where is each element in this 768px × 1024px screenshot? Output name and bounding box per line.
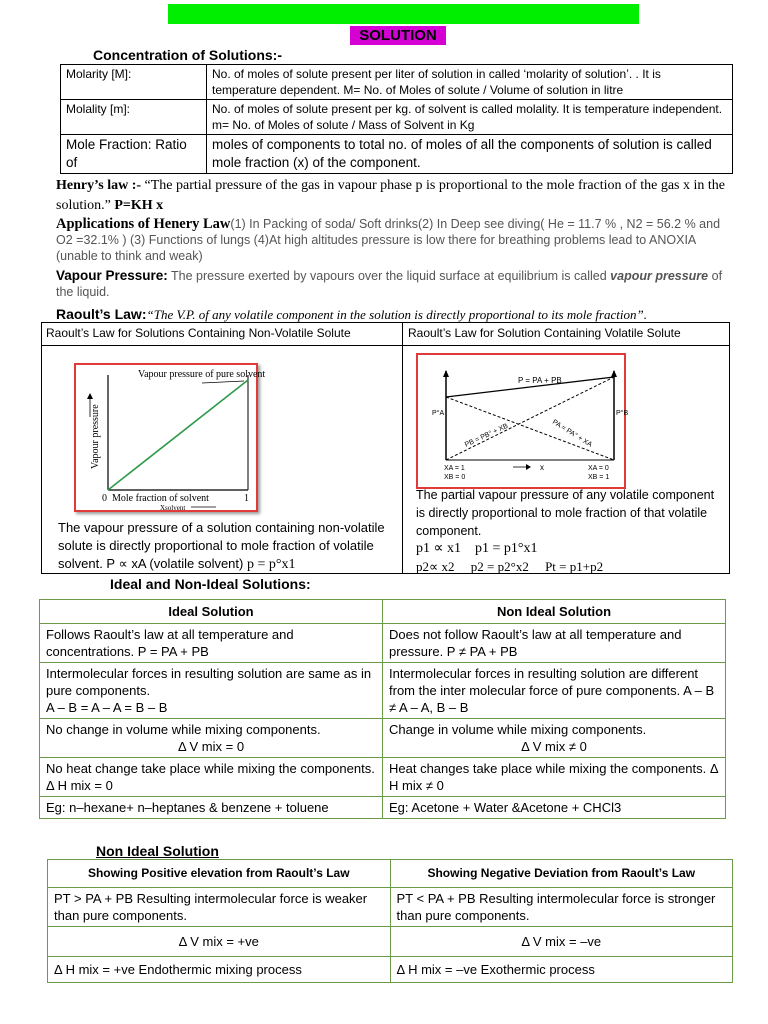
svg-text:XA = 1: XA = 1: [444, 465, 465, 472]
vp-label: Vapour Pressure:: [56, 268, 168, 283]
raoult-left-header: Raoult’s Law for Solutions Containing Non-Volatile Solute: [46, 326, 351, 340]
ideal-heading: Ideal and Non-Ideal Solutions:: [110, 576, 311, 592]
graph2-pa-label: PA = PA° + XA: [550, 418, 594, 449]
svg-text:1: 1: [244, 493, 249, 504]
table-row: No heat change take place while mixing the components. Δ H mix = 0 Heat changes take place while mixing the components. Δ H mix ≠ 0: [40, 758, 726, 797]
henry-formula: P=KH x: [114, 198, 164, 213]
ideal-table: [39, 599, 726, 819]
non-volatile-description: The vapour pressure of a solution containing non-volatile solute is directly proportional to mole fraction of volatile solvent. P ∝ xA (volatile solvent) p = p°x1: [58, 520, 385, 572]
raoult-label: Raoult’s Law:: [56, 306, 147, 322]
vp-tail: of the liquid.: [56, 269, 723, 299]
vp-text: The pressure exerted by vapours over the liquid surface at equilibrium is called: [171, 269, 607, 283]
table-row: PT > PA + PB Resulting intermolecular force is weaker than pure components. PT < PA + PB Resulting intermolecular force is stronger than pure components.: [48, 888, 733, 927]
table-row: No change in volume while mixing components. Δ V mix = 0 Change in volume while mixing components. Δ V mix ≠ 0: [40, 719, 726, 758]
table-row: Δ H mix = +ve Endothermic mixing process Δ H mix = –ve Exothermic process: [48, 957, 733, 983]
def-mole-fraction: moles of components to total no. of moles of all the components of solution is called mole fraction (x) of the component.: [207, 135, 733, 174]
raoult-right-header: Raoult’s Law for Solution Containing Volatile Solute: [408, 326, 681, 340]
graph2-top-label: P = PA + PB: [518, 376, 562, 385]
table-row: Δ V mix = +ve Δ V mix = –ve: [48, 927, 733, 957]
raoult-table: [41, 322, 730, 574]
henry-text: “The partial pressure of the gas in vapour phase p is proportional to the mole fraction of the gas x in the solution.”: [56, 178, 725, 213]
svg-text:XB = 0: XB = 0: [444, 474, 466, 481]
graph1-curve-label: Vapour pressure of pure solvent: [138, 369, 266, 380]
graph2-right-axis: P°B: [616, 410, 629, 417]
table-row: Follows Raoult’s law at all temperature and concentrations. P = PA + PB Does not follow Raoult’s law at all temperature and pressure. P ≠ PA + PB: [40, 624, 726, 663]
vp-term: vapour pressure: [610, 269, 709, 283]
applications-text: (1) In Packing of soda/ Soft drinks(2) In Deep see diving( He = 11.7 % , N2 = 56.2 % and O2 =32.1% ) (3) Functions of lungs (4)At high altitudes pressure is low there for breathing problems lead to ANOXIA (unable to think and weak): [56, 217, 721, 263]
svg-text:XB = 1: XB = 1: [588, 474, 610, 481]
positive-deviation-header: Showing Positive elevation from Raoult’s Law: [48, 860, 391, 888]
ideal-col-header: Ideal Solution: [40, 600, 383, 624]
table-row: [40, 600, 726, 624]
non-volatile-formula: p = p°x1: [246, 557, 296, 572]
deviation-table: [47, 859, 733, 983]
applications-label: Applications of Henery Law: [56, 216, 231, 232]
table-row: [61, 100, 733, 135]
henry-label: Henry’s law :-: [56, 178, 142, 193]
henry-law: [56, 176, 736, 216]
nonideal-col-header: Non Ideal Solution: [383, 600, 726, 624]
graph1-ylabel: Vapour pressure: [90, 404, 101, 469]
def-molality: No. of moles of solute present per kg. of solvent is called molality. It is temperature independent. m= No. of Moles of solute / Mass of Solvent in Kg: [207, 100, 733, 135]
vapour-pressure: [56, 268, 736, 300]
volatile-description: The partial vapour pressure of any volatile component is directly proportional to mole fraction of that volatile component. p1 ∝ x1 p1 = p1°x1 p2∝ x2 p2 = p2°x2 Pt = p1+p2: [416, 488, 715, 574]
def-molarity: No. of moles of solute present per liter of solution in called ‘molarity of solution’. . It is temperature dependent. M= No. of Moles of solute / Volume of solution in litre: [207, 65, 733, 100]
graph1-xsub: Xsolvent: [160, 504, 186, 512]
term-molarity: Molarity [M]:: [61, 65, 207, 100]
applications: [56, 216, 736, 264]
raoult-law: [56, 306, 746, 323]
table-row: Intermolecular forces in resulting solution are same as in pure components. A – B = A – A = B – B Intermolecular forces in resulting solution are different from the inter molecular force of pure components. A – B ≠ A – A, B – B: [40, 663, 726, 719]
table-row: [61, 135, 733, 174]
svg-text:x: x: [540, 463, 544, 472]
graph-volatile: [416, 353, 629, 489]
header-bar: [168, 4, 639, 24]
page-title: SOLUTION: [350, 26, 446, 45]
table-row: [48, 860, 733, 888]
graph2-left-axis: P°A: [432, 410, 445, 417]
svg-text:XA = 0: XA = 0: [588, 465, 609, 472]
concentration-heading: Concentration of Solutions:-: [93, 47, 282, 63]
graph2-pb-label: PB = PB° + XB: [463, 422, 510, 449]
table-row: [61, 65, 733, 100]
term-molality: Molality [m]:: [61, 100, 207, 135]
table-row: Eg: n–hexane+ n–heptanes & benzene + toluene Eg: Acetone + Water &Acetone + CHCl3: [40, 797, 726, 819]
graph1-xlabel: Mole fraction of solvent: [112, 493, 209, 504]
concentration-table: [60, 64, 733, 174]
nonideal-heading: Non Ideal Solution: [96, 843, 219, 859]
negative-deviation-header: Showing Negative Deviation from Raoult’s Law: [390, 860, 733, 888]
raoult-text: “The V.P. of any volatile component in the solution is directly proportional to its mole fraction”.: [146, 307, 647, 322]
svg-text:0: 0: [102, 493, 107, 504]
term-mole-fraction: Mole Fraction: Ratio of: [61, 135, 207, 174]
graph-non-volatile: [74, 363, 266, 512]
